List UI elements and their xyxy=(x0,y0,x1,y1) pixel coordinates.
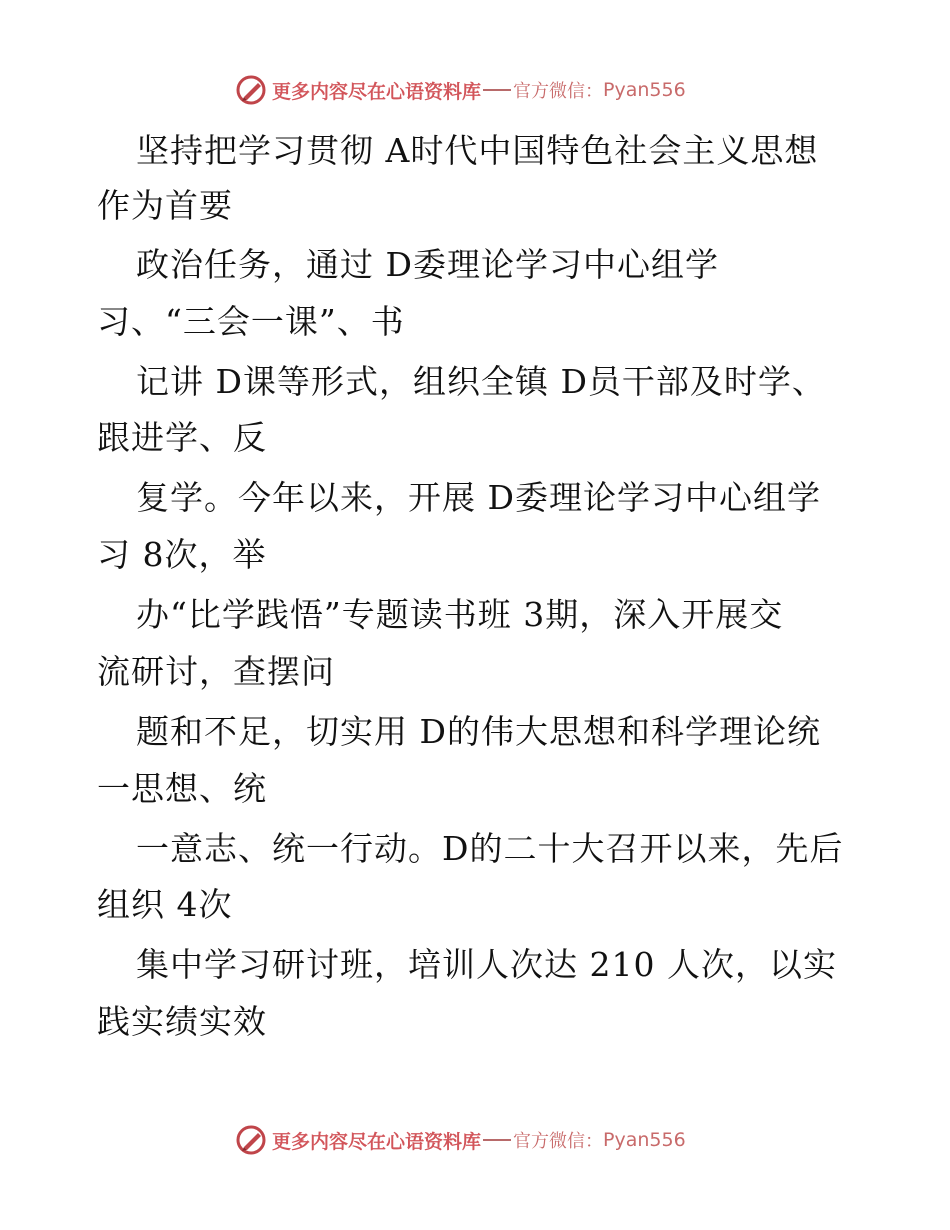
paragraph-line: 组织 4次 xyxy=(97,885,233,924)
paragraph-line: 习、“三会一课”、书 xyxy=(97,302,405,341)
paragraph-line: 复学。今年以来，开展 D委理论学习中心组学 xyxy=(136,478,821,517)
watermark-wechat-id: Pyan556 xyxy=(603,1129,686,1151)
footer-watermark xyxy=(234,1122,686,1158)
paragraph-line: 一思想、统 xyxy=(97,769,267,808)
watermark-official-label: 官方微信： xyxy=(513,81,604,102)
watermark-brand-text: 更多内容尽在心语资料库 xyxy=(272,1130,482,1153)
paragraph-line: 坚持把学习贯彻 A时代中国特色社会主义思想 xyxy=(136,131,819,170)
pen-logo-icon xyxy=(234,1123,268,1157)
paragraph-line: 践实绩实效 xyxy=(97,1002,267,1041)
paragraph-line: 作为首要 xyxy=(97,186,233,225)
paragraph-line: 跟进学、反 xyxy=(97,418,267,457)
watermark-official-label: 官方微信： xyxy=(513,1131,604,1152)
watermark-separator xyxy=(483,1139,511,1141)
paragraph-line: 一意志、统一行动。D的二十大召开以来，先后 xyxy=(136,829,844,868)
paragraph-line: 集中学习研讨班，培训人次达 210 人次，以实 xyxy=(136,945,837,984)
header-watermark xyxy=(234,72,686,108)
paragraph-line: 习 8次，举 xyxy=(97,535,267,574)
paragraph-line: 流研讨，查摆问 xyxy=(97,652,335,691)
paragraph-line: 政治任务，通过 D委理论学习中心组学 xyxy=(136,245,719,284)
paragraph-line: 记讲 D课等形式，组织全镇 D员干部及时学、 xyxy=(136,362,826,401)
paragraph-line: 办“比学践悟”专题读书班 3期，深入开展交 xyxy=(136,595,784,634)
pen-logo-icon xyxy=(234,73,268,107)
watermark-separator xyxy=(483,89,511,91)
watermark-brand-text: 更多内容尽在心语资料库 xyxy=(272,80,482,103)
paragraph-line: 题和不足，切实用 D的伟大思想和科学理论统 xyxy=(136,712,821,751)
watermark-wechat-id: Pyan556 xyxy=(603,79,686,101)
